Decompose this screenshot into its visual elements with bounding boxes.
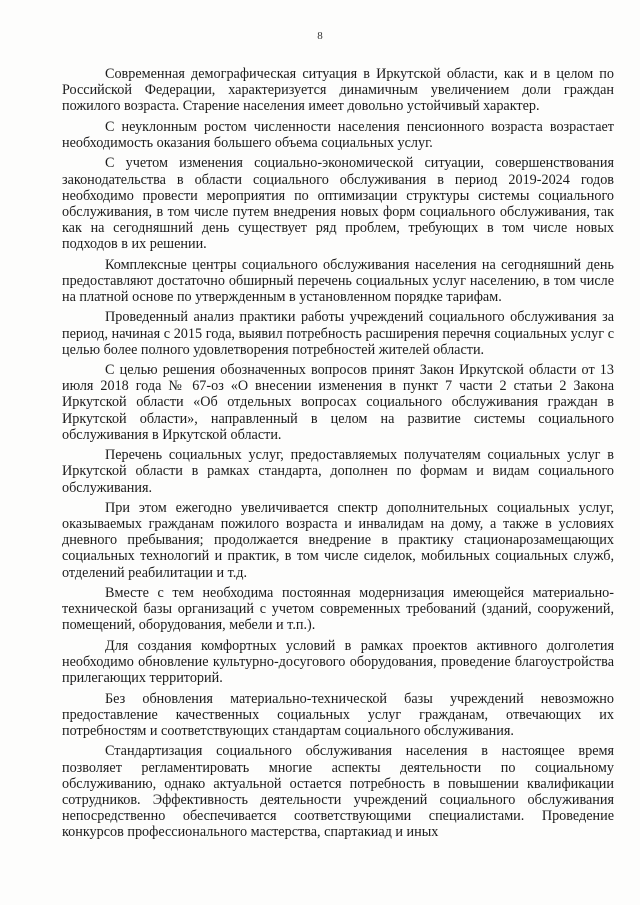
paragraph-active-longevity: Для создания комфортных условий в рамках проектов активного долголетия необходимо обновление культурно-досугового оборудования, проведение благоустройства прилегающих территорий. (62, 637, 614, 687)
paragraph-pension-age-growth: С неуклонным ростом численности населения пенсионного возраста возрастает необходимость оказания большего объема социальных услуг. (62, 118, 614, 151)
paragraph-practice-analysis: Проведенный анализ практики работы учреждений социального обслуживания за период, начиная с 2015 года, выявил потребность расширения перечня социальных услуг с целью более полного удовлетворения потребностей жителей области. (62, 309, 614, 358)
document-body (62, 66, 614, 840)
paragraph-additional-services: При этом ежегодно увеличивается спектр дополнительных социальных услуг, оказываемых гражданам пожилого возраста и инвалидам на дому, а также в условиях дневного пребывания; продолжается внедрение в практику стационарозамещающих социальных технологий и практик, в том числе сиделок, мобильных социальных служб, отделений реабилитации и т.д. (62, 499, 614, 581)
paragraph-demographic-situation: Современная демографическая ситуация в Иркутской области, как и в целом по Российской Федерации, характеризуется динамичным увеличением доли граждан пожилого возраста. Старение населения имеет довольно устойчивый характер. (62, 66, 614, 115)
paragraph-optimization-measures: С учетом изменения социально-экономической ситуации, совершенствования законодательства в области социального обслуживания в период 2019-2024 годов необходимо провести мероприятия по оптимизации структуры системы социального обслуживания, в том числе путем внедрения новых форм социального обслуживания, так как на сегодняшний день существует ряд проблем, требующих в том числе новых подходов в их решении. (62, 155, 614, 253)
page-number: 8 (317, 30, 323, 42)
paragraph-modernization: Вместе с тем необходима постоянная модернизация имеющейся материально-технической базы организаций с учетом современных требований (зданий, сооружений, помещений, оборудования, мебели и т.п.). (62, 585, 614, 634)
paragraph-services-list: Перечень социальных услуг, предоставляемых получателям социальных услуг в Иркутской области в рамках стандарта, дополнен по формам и видам социального обслуживания. (62, 447, 614, 496)
paragraph-equipment-renewal: Без обновления материально-технической базы учреждений невозможно предоставление качественных социальных услуг гражданам, отвечающих их потребностям и соответствующих стандартам социального обслуживания. (62, 690, 614, 739)
paragraph-regional-law: С целью решения обозначенных вопросов принят Закон Иркутской области от 13 июля 2018 года № 67-оз «О внесении изменения в пункт 7 части 2 статьи 2 Закона Иркутской области «Об отдельных вопросах социального обслуживания граждан в Иркутской области», направленный в целом на развитие системы социального обслуживания в Иркутской области. (62, 362, 614, 443)
paragraph-standardization: Стандартизация социального обслуживания населения в настоящее время позволяет регламентировать многие аспекты деятельности по социальному обслуживанию, однако актуальной остается потребность в повышении квалификации сотрудников. Эффективность деятельности учреждений социального обслуживания непосредственно обеспечивается соответствующими специалистами. Проведение конкурсов профессионального мастерства, спартакиад и иных (62, 743, 614, 841)
paragraph-complex-centers: Комплексные центры социального обслуживания населения на сегодняшний день предоставляют достаточно обширный перечень социальных услуг населению, в том числе на платной основе по утвержденным в установленном порядке тарифам. (62, 256, 614, 305)
